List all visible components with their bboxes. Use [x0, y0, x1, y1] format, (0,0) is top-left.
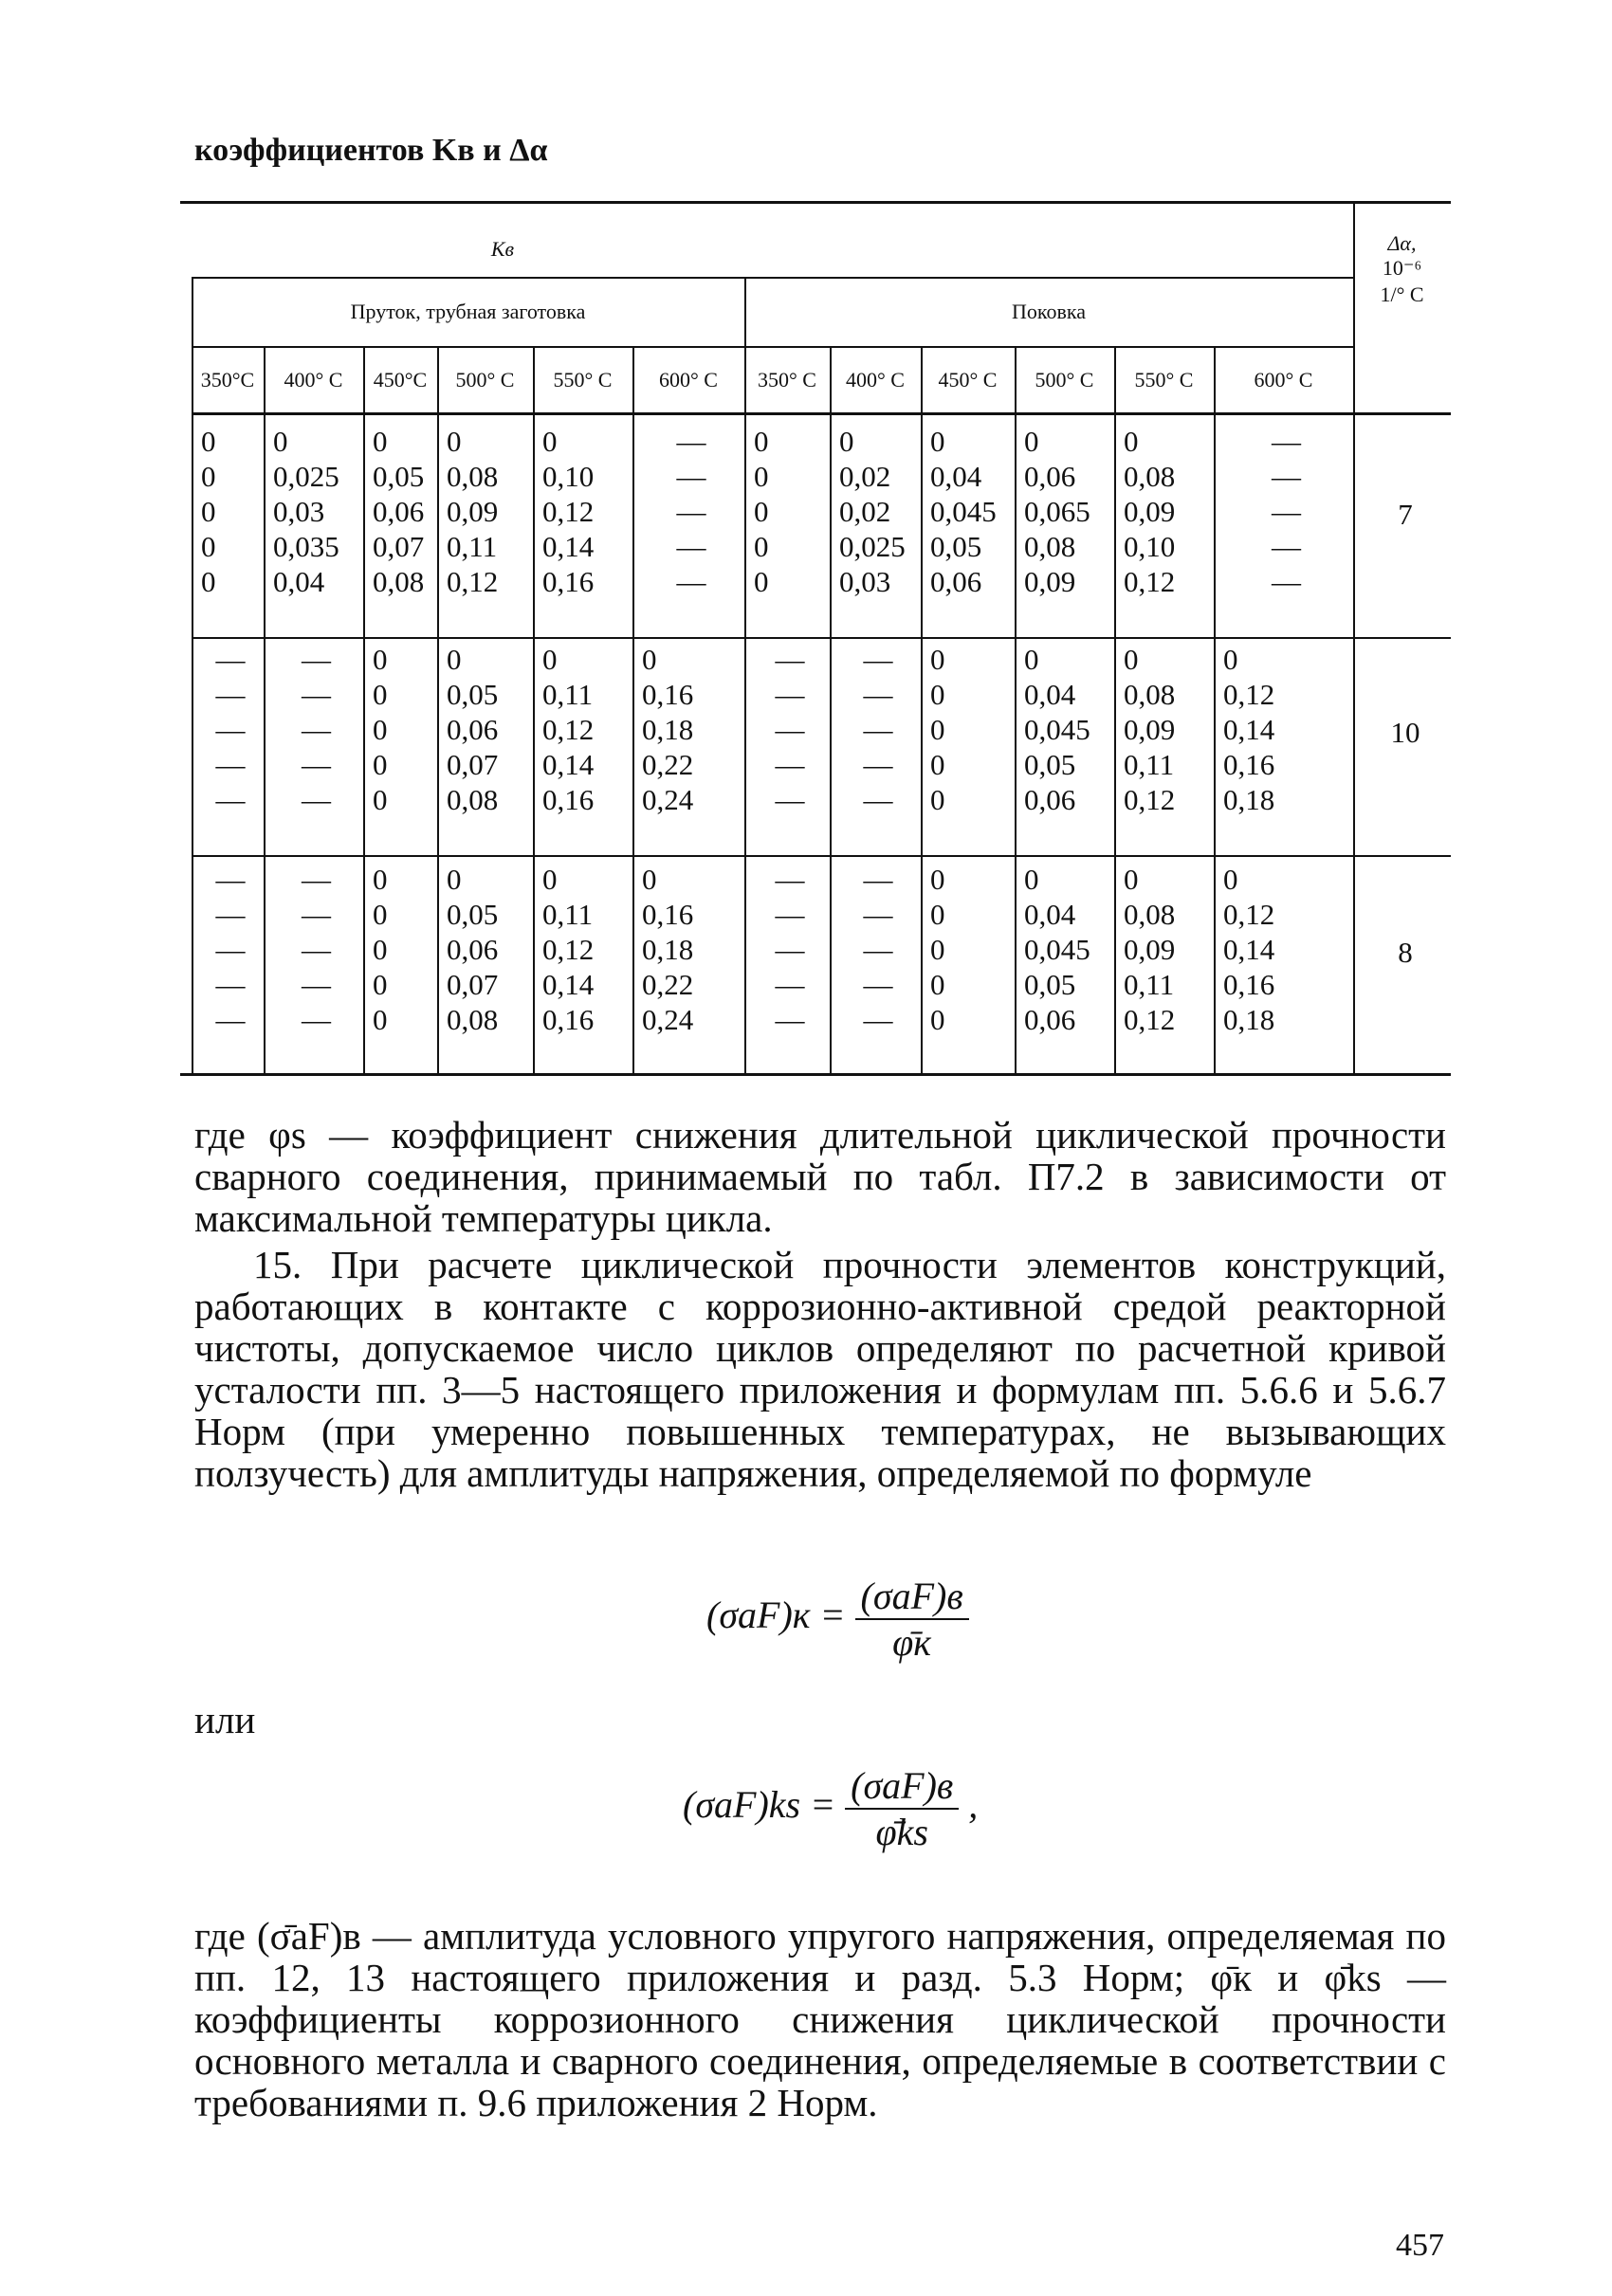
- table-cell: 0,06: [447, 933, 499, 966]
- table-cell: —: [863, 748, 893, 781]
- temperature-header: 500° C: [455, 368, 515, 392]
- temperature-header: 350° C: [758, 368, 816, 392]
- table-cell: —: [676, 565, 706, 598]
- table-cell: —: [215, 933, 246, 966]
- table-cell-column: [447, 862, 529, 1037]
- table-cell: 0,05: [373, 460, 425, 493]
- table-cell: 0,09: [1024, 565, 1076, 598]
- group1-bottom-rule: [192, 637, 1451, 639]
- table-cell: —: [302, 863, 331, 896]
- column-rule: [632, 346, 634, 1073]
- table-cell: —: [1272, 460, 1301, 493]
- column-rule: [437, 346, 439, 1073]
- table-cell-column: [273, 424, 359, 599]
- formula-k-fraction: [855, 1574, 969, 1665]
- table-cell: —: [302, 968, 331, 1001]
- table-cell: 0,065: [1024, 495, 1090, 528]
- table-cell: 0: [754, 495, 769, 528]
- table-cell: 0,12: [542, 495, 595, 528]
- table-cell: 0,12: [1124, 565, 1176, 598]
- table-cell: 0,045: [1024, 713, 1090, 746]
- table-cell: 0: [642, 643, 657, 676]
- temperature-header: 400° C: [846, 368, 905, 392]
- table-cell: —: [302, 713, 331, 746]
- formula-ks-fraction: [845, 1763, 959, 1854]
- table-cell: 0,08: [447, 460, 499, 493]
- table-cell: —: [676, 530, 706, 563]
- table-cell: 0,10: [1124, 530, 1176, 563]
- table-cell-column: [839, 862, 917, 1037]
- table-cell: —: [775, 783, 805, 816]
- table-cell: —: [676, 425, 706, 458]
- table-cell: 0: [373, 748, 388, 781]
- table-cell: 0,06: [373, 495, 425, 528]
- table-cell: —: [863, 968, 893, 1001]
- table-cell: —: [863, 783, 893, 816]
- column-rule: [533, 346, 535, 1073]
- table-cell: —: [775, 678, 805, 711]
- temperature-header: 500° C: [1035, 368, 1094, 392]
- table-cell-column: [642, 424, 741, 599]
- table-cell: 0,14: [542, 748, 595, 781]
- table-cell: 0: [373, 643, 388, 676]
- table-cell: 0: [1024, 863, 1039, 896]
- table-cell: 0,14: [542, 968, 595, 1001]
- table-cell: 0: [201, 460, 216, 493]
- column-rule: [264, 346, 266, 1073]
- table-cell: 0,04: [1024, 898, 1076, 931]
- forging-group-rule: [744, 277, 746, 1073]
- temp-header-top-rule: [192, 346, 1353, 348]
- formula-k-lhs: (σaF)к =: [706, 1594, 846, 1637]
- table-cell: 0: [1124, 643, 1139, 676]
- table-cell-column: [542, 862, 629, 1037]
- table-cell: 0,08: [1024, 530, 1076, 563]
- table-cell: 0: [754, 460, 769, 493]
- temperature-header: 600° C: [1254, 368, 1313, 392]
- table-cell: 0: [201, 425, 216, 458]
- table-cell: —: [302, 783, 331, 816]
- table-cell-column: [201, 862, 260, 1037]
- table-cell: 0,18: [642, 713, 694, 746]
- coefficients-table: [180, 201, 1451, 1076]
- table-cell: 0,04: [930, 460, 982, 493]
- group2-bottom-rule: [192, 855, 1451, 857]
- table-left-rule: [192, 277, 193, 1073]
- table-cell-column: [542, 424, 629, 599]
- table-cell: 0,12: [447, 565, 499, 598]
- table-cell-column: [273, 642, 359, 817]
- table-cell: 0: [930, 933, 945, 966]
- table-cell: —: [1272, 530, 1301, 563]
- table-cell-column: [930, 862, 1011, 1037]
- table-cell: 0,11: [542, 898, 594, 931]
- table-cell: 0,12: [542, 933, 595, 966]
- table-cell: —: [1272, 425, 1301, 458]
- column-rule: [1114, 346, 1116, 1073]
- delta-header-3: 1/° C: [1380, 282, 1424, 306]
- table-cell: 0,14: [1223, 933, 1275, 966]
- kv-group-header: Kв: [490, 237, 515, 261]
- formula-ks-denominator: φ̄ks: [875, 1811, 928, 1853]
- table-cell: —: [863, 898, 893, 931]
- table-cell: —: [775, 968, 805, 1001]
- table-cell: 0,10: [542, 460, 595, 493]
- paragraph-phi-s: где φs — коэффициент снижения длительной циклической прочности сварного соединения, принимаемый по табл. П7.2 в зависимости от максимальной температуры цикла.: [194, 1113, 1446, 1240]
- table-cell: —: [302, 748, 331, 781]
- table-cell-column: [839, 642, 917, 817]
- table-cell: —: [863, 713, 893, 746]
- table-cell: 0,07: [447, 968, 499, 1001]
- table-cell: 0,05: [1024, 748, 1076, 781]
- table-cell: 0,05: [447, 898, 499, 931]
- table-cell: —: [302, 1003, 331, 1036]
- table-cell-column: [1024, 424, 1110, 599]
- table-cell: —: [215, 783, 246, 816]
- table-cell: 0: [542, 643, 558, 676]
- delta-header-1: Δα,: [1387, 231, 1417, 255]
- table-cell: 0: [542, 863, 558, 896]
- table-cell: 0: [447, 643, 462, 676]
- table-cell: 0,16: [542, 783, 595, 816]
- table-cell: 0: [754, 530, 769, 563]
- table-cell: 0: [1024, 425, 1039, 458]
- table-cell: 0,025: [273, 460, 339, 493]
- table-cell-column: [1223, 862, 1349, 1037]
- temperature-header: 450° C: [938, 368, 998, 392]
- table-cell: —: [863, 1003, 893, 1036]
- formula-ks-lhs: (σaF)ks =: [683, 1783, 836, 1827]
- table-cell: 0,09: [447, 495, 499, 528]
- table-cell: 0: [542, 425, 558, 458]
- table-cell: 0: [373, 863, 388, 896]
- column-rule: [921, 346, 923, 1073]
- formula-k: [706, 1574, 969, 1665]
- or-word: или: [194, 1698, 256, 1741]
- table-cell: 0,035: [273, 530, 339, 563]
- table-cell: 0,12: [1223, 898, 1275, 931]
- column-rule: [363, 346, 365, 1073]
- column-rule: [830, 346, 832, 1073]
- table-cell: 0,06: [930, 565, 982, 598]
- table-cell: 0: [642, 863, 657, 896]
- temperature-header: 400° C: [284, 368, 343, 392]
- forging-header: Поковка: [1012, 300, 1086, 323]
- temperature-header: 450°C: [373, 368, 428, 392]
- table-cell: 0,08: [1124, 898, 1176, 931]
- temp-header-bottom-rule: [192, 412, 1451, 415]
- table-cell-column: [754, 642, 826, 817]
- table-cell-column: [754, 424, 826, 599]
- table-cell-column: [1124, 642, 1210, 817]
- table-cell: 0,18: [1223, 783, 1275, 816]
- table-cell: 0: [373, 1003, 388, 1036]
- table-cell: 0: [447, 425, 462, 458]
- table-cell: —: [302, 898, 331, 931]
- table-cell: 0,12: [1223, 678, 1275, 711]
- table-cell: 0,02: [839, 495, 891, 528]
- table-cell: —: [215, 713, 246, 746]
- table-cell: 0,12: [1124, 1003, 1176, 1036]
- table-cell: 0: [930, 713, 945, 746]
- table-cell: 0: [930, 643, 945, 676]
- paragraph-definitions: где (σ̄aF)в — амплитуда условного упругого напряжения, определяемая по пп. 12, 13 настоящего приложения и разд. 5.3 Норм; φ̄к и φ̄ks — коэффициенты коррозионного снижения циклической прочности основного металла и сварного соединения, определяемые в соответствии с требованиями п. 9.6 приложения 2 Норм.: [194, 1914, 1446, 2124]
- table-cell: 0,09: [1124, 713, 1176, 746]
- table-cell: 0,16: [542, 565, 595, 598]
- table-cell: 0: [273, 425, 288, 458]
- subheader-rule: [192, 277, 1353, 279]
- table-cell: 0,025: [839, 530, 906, 563]
- table-cell: 0,04: [273, 565, 325, 598]
- table-cell: 0: [930, 425, 945, 458]
- table-cell: —: [863, 643, 893, 676]
- table-cell: 0: [373, 783, 388, 816]
- table-cell-column: [754, 862, 826, 1037]
- table-cell-column: [839, 424, 917, 599]
- table-cell: 0: [201, 495, 216, 528]
- table-cell: —: [215, 643, 246, 676]
- table-cell-column: [447, 642, 529, 817]
- table-cell-column: [642, 642, 741, 817]
- table-cell-column: [542, 642, 629, 817]
- table-cell: 0,14: [542, 530, 595, 563]
- table-cell: —: [775, 713, 805, 746]
- bar-header: Пруток, трубная заготовка: [350, 300, 586, 323]
- table-cell: 0: [754, 565, 769, 598]
- table-cell: 0,045: [1024, 933, 1090, 966]
- table-cell: —: [775, 863, 805, 896]
- table-cell: —: [215, 863, 246, 896]
- table-cell: 0,05: [930, 530, 982, 563]
- table-cell: 0: [754, 425, 769, 458]
- table-cell: 0,16: [1223, 748, 1275, 781]
- table-cell: 0,07: [447, 748, 499, 781]
- table-bottom-rule: [180, 1073, 1451, 1076]
- table-cell: 0,08: [447, 1003, 499, 1036]
- table-cell: 0,08: [1124, 460, 1176, 493]
- table-cell: 0,12: [1124, 783, 1176, 816]
- formula-k-denominator: φ̄к: [892, 1621, 932, 1664]
- temperature-header: 550° C: [1134, 368, 1194, 392]
- table-cell: 0: [201, 565, 216, 598]
- table-cell: —: [215, 898, 246, 931]
- table-cell: 0,08: [447, 783, 499, 816]
- table-cell: 0,16: [642, 678, 694, 711]
- table-cell-column: [373, 862, 433, 1037]
- table-cell-column: [1223, 642, 1349, 817]
- table-cell-column: [273, 862, 359, 1037]
- table-cell: —: [215, 748, 246, 781]
- table-cell: 0,07: [373, 530, 425, 563]
- table-cell: 0: [1024, 643, 1039, 676]
- table-cell: 0,22: [642, 748, 694, 781]
- table-cell: 0: [447, 863, 462, 896]
- table-cell: —: [215, 968, 246, 1001]
- table-cell: —: [215, 678, 246, 711]
- table-cell: —: [775, 1003, 805, 1036]
- table-cell: 0,18: [1223, 1003, 1275, 1036]
- table-cell: 0: [930, 748, 945, 781]
- table-cell: 0,22: [642, 968, 694, 1001]
- table-top-rule: [180, 201, 1451, 204]
- table-cell: 0,09: [1124, 933, 1176, 966]
- table-cell: 0: [930, 678, 945, 711]
- table-cell: 0,09: [1124, 495, 1176, 528]
- table-cell: 0: [930, 863, 945, 896]
- table-cell-column: [1223, 424, 1349, 599]
- formula-ks-tail: ,: [968, 1783, 979, 1827]
- table-cell: 0: [201, 530, 216, 563]
- table-cell: 0,04: [1024, 678, 1076, 711]
- delta-alpha-value: 7: [1398, 498, 1413, 531]
- table-cell: —: [215, 1003, 246, 1036]
- table-cell-column: [642, 862, 741, 1037]
- table-cell: —: [863, 863, 893, 896]
- table-cell: 0: [1223, 863, 1238, 896]
- table-cell: —: [302, 643, 331, 676]
- table-cell: 0,11: [1124, 748, 1175, 781]
- table-cell: 0: [930, 968, 945, 1001]
- delta-alpha-value: 8: [1398, 936, 1413, 969]
- table-cell: 0,045: [930, 495, 997, 528]
- table-cell: —: [863, 678, 893, 711]
- table-cell: 0,05: [447, 678, 499, 711]
- column-rule: [1214, 346, 1216, 1073]
- table-cell: 0,11: [542, 678, 594, 711]
- table-cell: 0,06: [1024, 460, 1076, 493]
- formula-ks-numerator: (σaF)в: [845, 1763, 959, 1810]
- table-cell: 0,12: [542, 713, 595, 746]
- table-cell: 0,06: [1024, 1003, 1076, 1036]
- table-cell: 0,16: [1223, 968, 1275, 1001]
- table-cell: 0,24: [642, 1003, 694, 1036]
- table-cell-column: [930, 424, 1011, 599]
- paragraph-15: 15. При расчете циклической прочности элементов конструкций, работающих в контакте с коррозионно-активной средой реакторной чистоты, допускаемое число циклов определяют по расчетной кривой усталости пп. 3—5 настоящего приложения и формулам пп. 5.6.6 и 5.6.7 Норм (при умеренно повышенных температурах, не вызывающих ползучесть) для амплитуды напряжения, определяемой по формуле: [194, 1243, 1446, 1495]
- table-cell: 0: [373, 425, 388, 458]
- table-cell-column: [1124, 424, 1210, 599]
- table-cell-column: [447, 424, 529, 599]
- table-cell: —: [676, 460, 706, 493]
- table-cell: 0: [930, 1003, 945, 1036]
- delta-header-2: 10⁻⁶: [1382, 256, 1422, 280]
- table-cell: 0: [1124, 425, 1139, 458]
- page-number: 457: [1396, 2228, 1444, 2263]
- table-cell: —: [775, 933, 805, 966]
- table-cell: —: [863, 933, 893, 966]
- table-cell: —: [775, 643, 805, 676]
- table-cell: 0: [1124, 863, 1139, 896]
- table-cell: 0: [930, 898, 945, 931]
- formula-ks: [683, 1763, 978, 1854]
- table-cell: 0: [930, 783, 945, 816]
- table-cell: 0,08: [1124, 678, 1176, 711]
- temperature-header: 550° C: [553, 368, 613, 392]
- table-cell-column: [373, 424, 433, 599]
- temperature-header: 600° C: [659, 368, 718, 392]
- table-cell: 0: [839, 425, 854, 458]
- table-cell: 0,03: [839, 565, 891, 598]
- table-cell-column: [201, 424, 260, 599]
- table-cell: 0: [373, 898, 388, 931]
- table-caption: коэффициентов Kв и Δα: [194, 133, 548, 168]
- table-cell: 0,16: [542, 1003, 595, 1036]
- table-cell: 0: [373, 968, 388, 1001]
- table-cell: —: [1272, 495, 1301, 528]
- table-cell-column: [373, 642, 433, 817]
- table-cell: 0,24: [642, 783, 694, 816]
- table-cell-column: [201, 642, 260, 817]
- table-cell: 0: [373, 713, 388, 746]
- table-cell: 0,06: [1024, 783, 1076, 816]
- table-cell: 0,08: [373, 565, 425, 598]
- table-cell: —: [775, 898, 805, 931]
- table-cell: 0: [373, 678, 388, 711]
- table-cell: 0,11: [1124, 968, 1175, 1001]
- table-cell: 0,06: [447, 713, 499, 746]
- table-cell: —: [302, 678, 331, 711]
- column-rule: [1015, 346, 1017, 1073]
- table-cell: 0,11: [447, 530, 498, 563]
- formula-k-numerator: (σaF)в: [855, 1574, 969, 1620]
- table-cell-column: [1024, 862, 1110, 1037]
- delta-alpha-value: 10: [1390, 716, 1420, 749]
- table-cell-column: [1124, 862, 1210, 1037]
- table-cell: 0,05: [1024, 968, 1076, 1001]
- table-cell: —: [775, 748, 805, 781]
- table-cell: 0,03: [273, 495, 325, 528]
- table-cell: 0: [1223, 643, 1238, 676]
- temperature-header: 350°C: [200, 368, 255, 392]
- table-cell: 0: [373, 933, 388, 966]
- table-cell: —: [302, 933, 331, 966]
- table-cell: 0,14: [1223, 713, 1275, 746]
- table-cell: —: [1272, 565, 1301, 598]
- table-cell: 0,02: [839, 460, 891, 493]
- table-cell: 0,16: [642, 898, 694, 931]
- table-cell: 0,18: [642, 933, 694, 966]
- table-cell-column: [930, 642, 1011, 817]
- table-cell: —: [676, 495, 706, 528]
- table-cell-column: [1024, 642, 1110, 817]
